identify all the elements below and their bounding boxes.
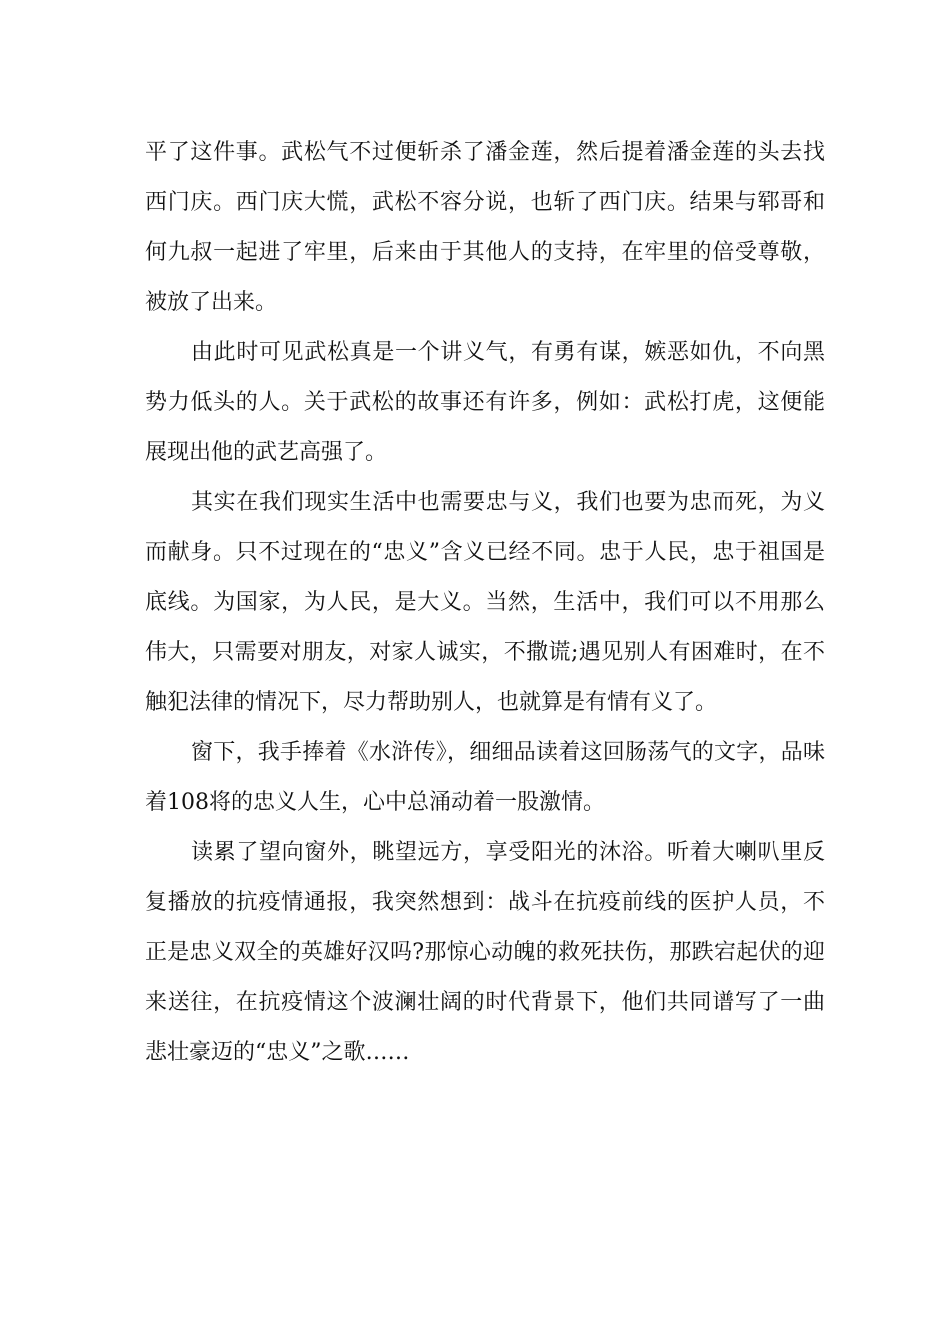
document-body [145, 128, 825, 1078]
paragraph-1: 平了这件事。武松气不过便斩杀了潘金莲，然后提着潘金莲的头去找西门庆。西门庆大慌，武松不容分说，也斩了西门庆。结果与郓哥和何九叔一起进了牢里，后来由于其他人的支持，在牢里的倍受尊敬，被放了出来。 [145, 140, 825, 315]
paragraph-4: 窗下，我手捧着《水浒传》，细细品读着这回肠荡气的文字，品味着108将的忠义人生，心中总涌动着一股激情。 [145, 740, 825, 815]
paragraph-3: 其实在我们现实生活中也需要忠与义，我们也要为忠而死，为义而献身。只不过现在的“忠义”含义已经不同。忠于人民，忠于祖国是底线。为国家，为人民，是大义。当然，生活中，我们可以不用那么伟大，只需要对朋友，对家人诚实，不撒谎;遇见别人有困难时，在不触犯法律的情况下，尽力帮助别人，也就算是有情有义了。 [145, 490, 825, 715]
paragraph-2: 由此时可见武松真是一个讲义气，有勇有谋，嫉恶如仇，不向黑势力低头的人。关于武松的故事还有许多，例如：武松打虎，这便能展现出他的武艺高强了。 [145, 340, 825, 465]
paragraph-5: 读累了望向窗外，眺望远方，享受阳光的沐浴。听着大喇叭里反复播放的抗疫情通报，我突然想到：战斗在抗疫前线的医护人员，不正是忠义双全的英雄好汉吗?那惊心动魄的救死扶伤，那跌宕起伏的迎来送往，在抗疫情这个波澜壮阔的时代背景下，他们共同谱写了一曲悲壮豪迈的“忠义”之歌…… [145, 840, 825, 1065]
